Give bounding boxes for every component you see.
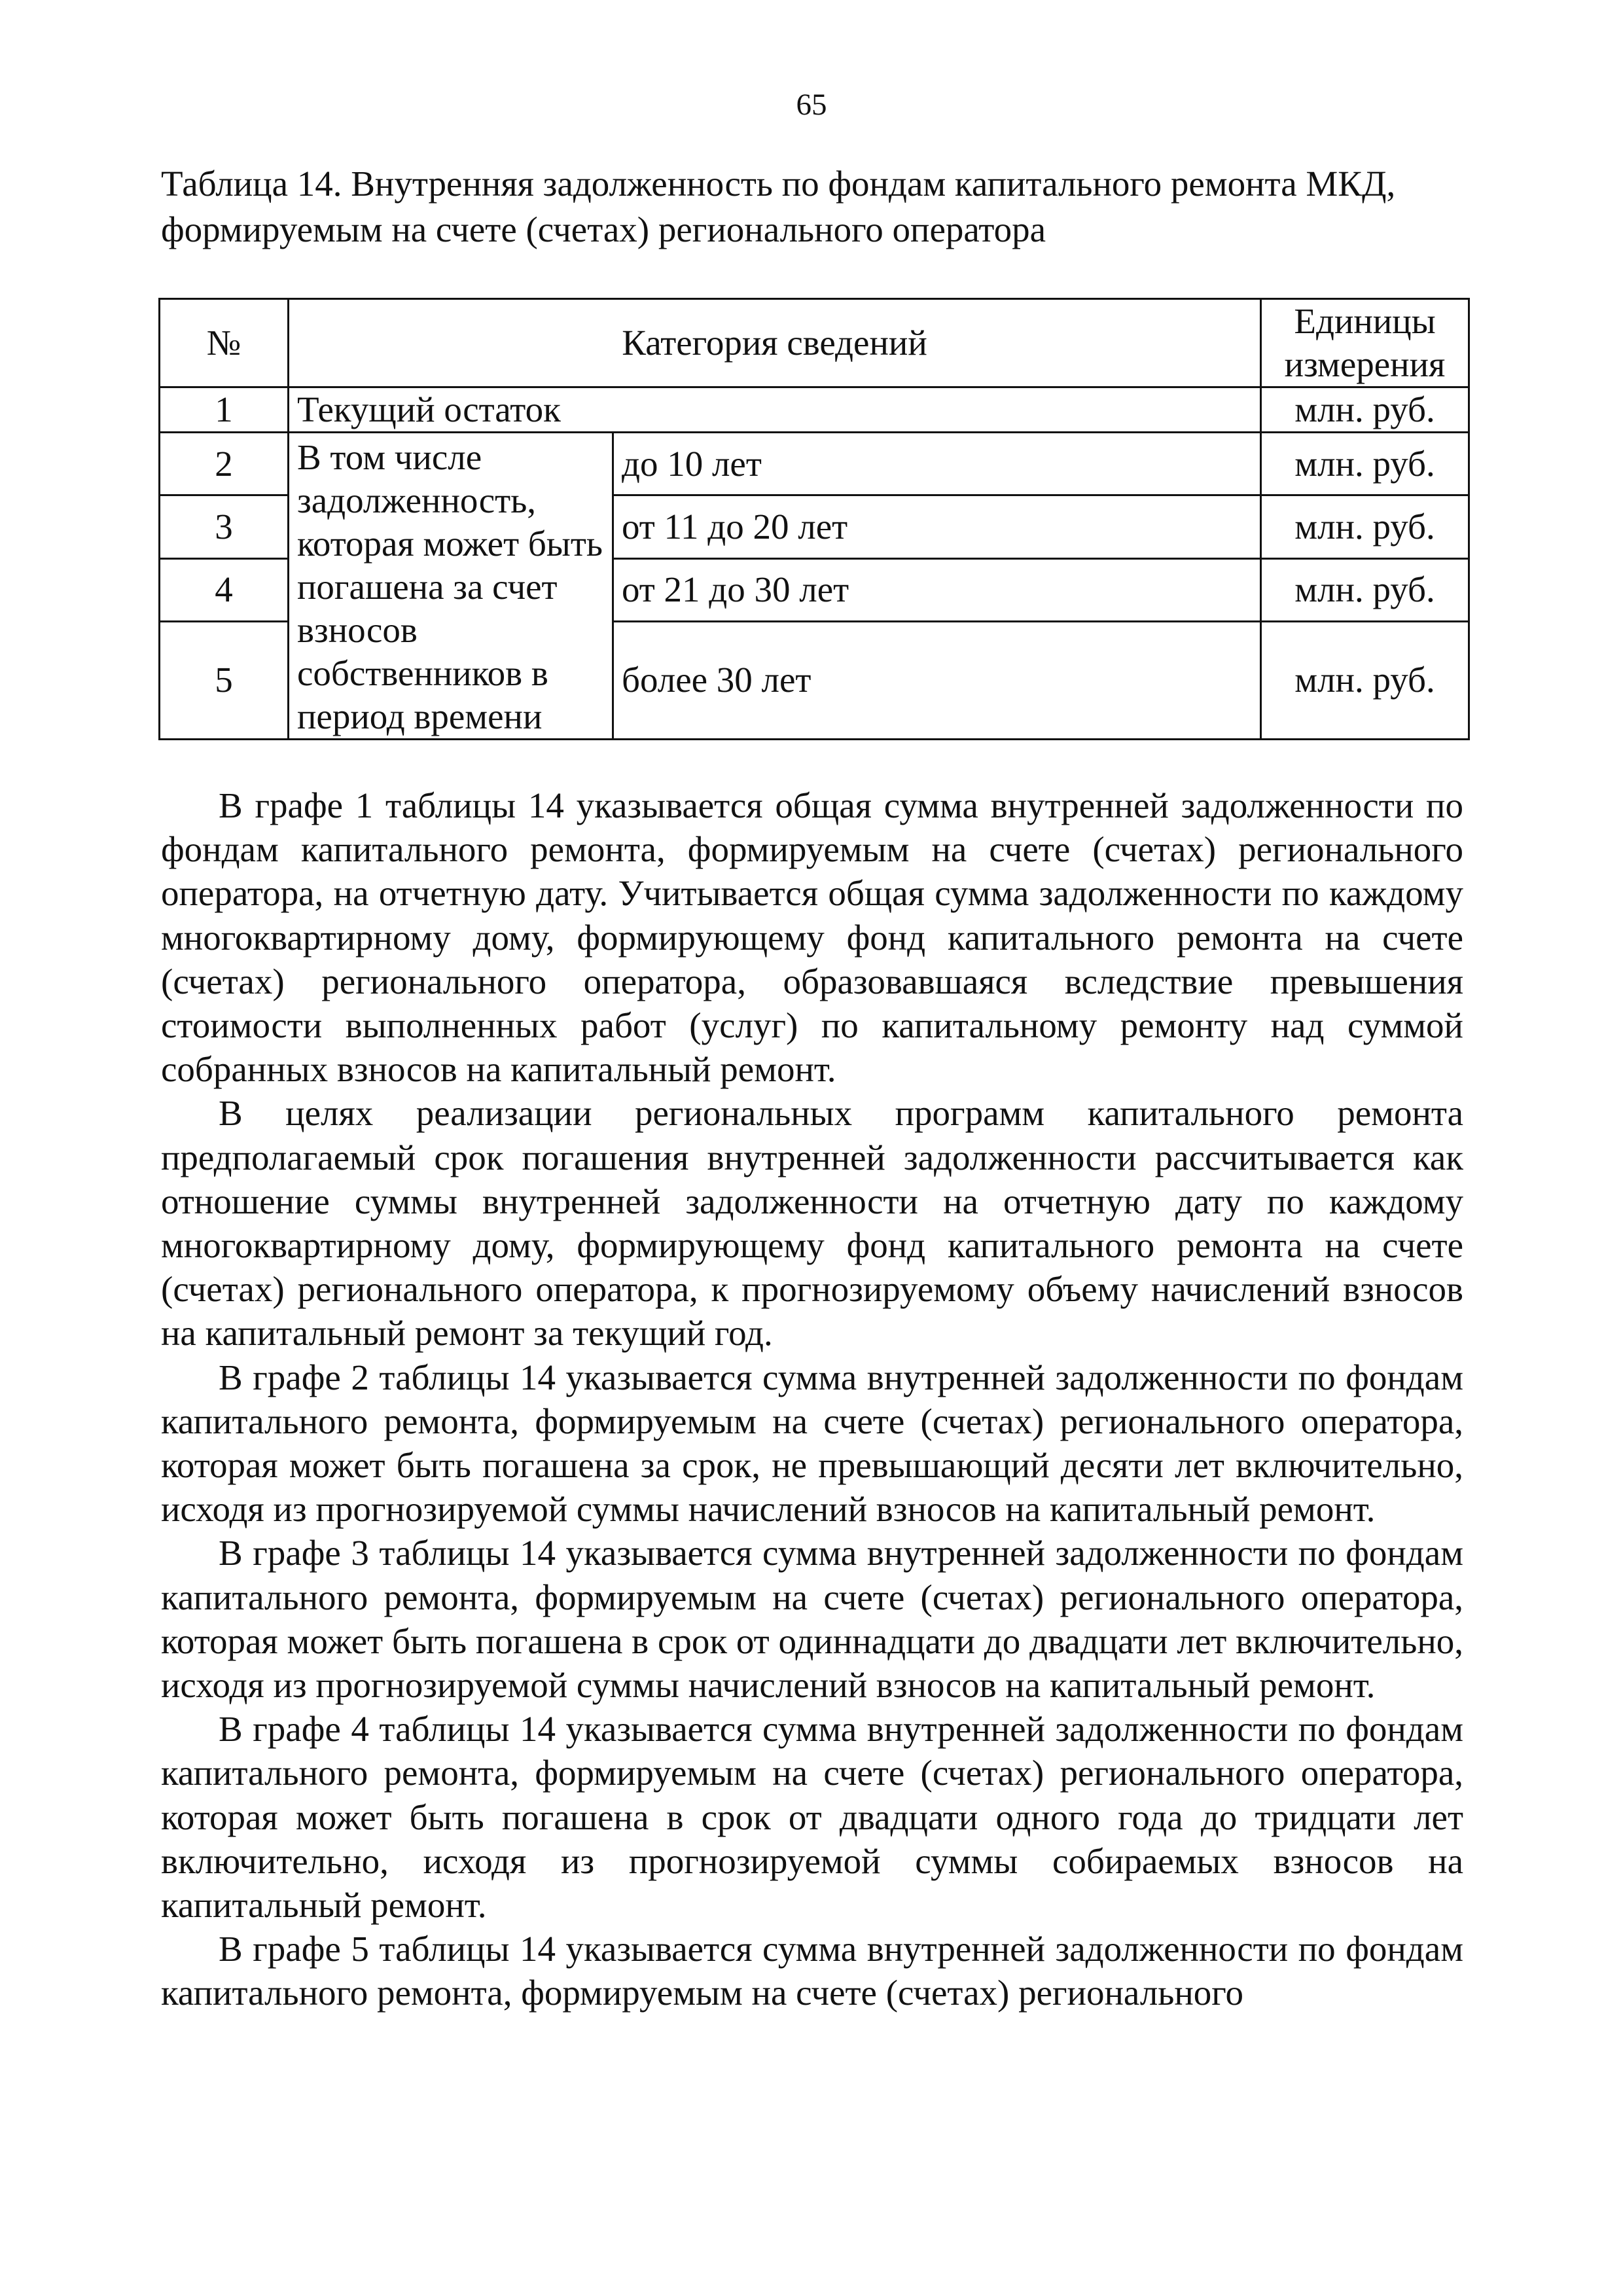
row-period: более 30 лет xyxy=(613,621,1261,739)
row-period: от 21 до 30 лет xyxy=(613,558,1261,621)
row-period: от 11 до 20 лет xyxy=(613,495,1261,558)
row-number: 4 xyxy=(160,558,289,621)
header-category: Категория сведений xyxy=(289,299,1261,387)
row-unit: млн. руб. xyxy=(1261,495,1469,558)
paragraph: В графе 5 таблицы 14 указывается сумма внутренней задолженности по фондам капитального ремонта, формируемым на счете (счетах) регионального xyxy=(161,1929,1463,2013)
header-number: № xyxy=(160,299,289,387)
paragraph: В графе 2 таблицы 14 указывается сумма внутренней задолженности по фондам капитального ремонта, формируемым на счете (счетах) регионального оператора, которая может быть погашена за срок, не превышающий десяти лет включительно, исходя из прогнозируемой суммы начислений взносов на капитальный ремонт. xyxy=(161,1357,1463,1530)
paragraph: В графе 3 таблицы 14 указывается сумма внутренней задолженности по фондам капитального ремонта, формируемым на счете (счетах) регионального оператора, которая может быть погашена в срок от одиннадцати до двадцати лет включительно, исходя из прогнозируемой суммы начислений взносов на капитальный ремонт. xyxy=(161,1533,1463,1706)
body-text xyxy=(161,783,1463,2015)
row-number: 1 xyxy=(160,387,289,433)
row-unit: млн. руб. xyxy=(1261,387,1469,433)
paragraph: В графе 1 таблицы 14 указывается общая сумма внутренней задолженности по фондам капитального ремонта, формируемым на счете (счетах) регионального оператора, на отчетную дату. Учитывается общая сумма задолженности по каждому многоквартирному дому, формирующему фонд капитального ремонта на счете (счетах) регионального оператора, образовавшаяся вследствие превышения стоимости выполненных работ (услуг) по капитальному ремонту над суммой собранных взносов на капитальный ремонт. xyxy=(161,785,1463,1090)
group-label-debt-period: В том числе задолженность, которая может быть погашена за счет взносов собственников в период времени xyxy=(289,433,613,740)
table-caption: Таблица 14. Внутренняя задолженность по фондам капитального ремонта МКД, формируемым на счете (счетах) регионального оператора xyxy=(161,164,1396,249)
header-unit: Единицы измерения xyxy=(1261,299,1469,387)
table-header-row xyxy=(160,299,1469,387)
row-number: 3 xyxy=(160,495,289,558)
row-unit: млн. руб. xyxy=(1261,433,1469,495)
row-unit: млн. руб. xyxy=(1261,621,1469,739)
row-period: до 10 лет xyxy=(613,433,1261,495)
paragraph: В целях реализации региональных программ капитального ремонта предполагаемый срок погашения внутренней задолженности рассчитывается как отношение суммы внутренней задолженности на отчетную дату по каждому многоквартирному дому, формирующему фонд капитального ремонта на счете (счетах) регионального оператора, к прогнозируемому объему начислений взносов на капитальный ремонт за текущий год. xyxy=(161,1093,1463,1354)
paragraph: В графе 4 таблицы 14 указывается сумма внутренней задолженности по фондам капитального ремонта, формируемым на счете (счетах) регионального оператора, которая может быть погашена в срок от двадцати одного года до тридцати лет включительно, исходя из прогнозируемой суммы собираемых взносов на капитальный ремонт. xyxy=(161,1709,1463,1926)
table-row xyxy=(160,433,1469,495)
debt-table xyxy=(158,298,1470,740)
row-number: 5 xyxy=(160,621,289,739)
table-row xyxy=(160,387,1469,433)
row-number: 2 xyxy=(160,433,289,495)
row-label-current-balance: Текущий остаток xyxy=(289,387,1261,433)
row-unit: млн. руб. xyxy=(1261,558,1469,621)
page-number: 65 xyxy=(796,88,827,122)
